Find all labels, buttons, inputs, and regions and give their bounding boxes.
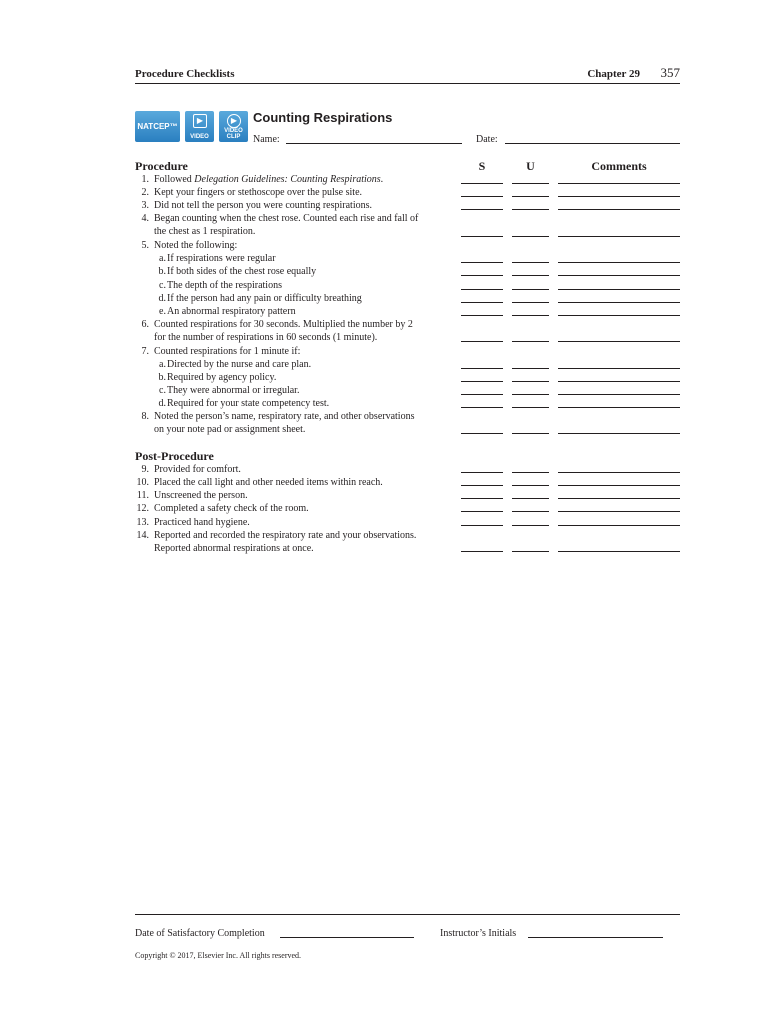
- checklist-subitem: b. Required by agency policy.: [135, 371, 680, 385]
- checklist-subitem: e. An abnormal respiratory pattern: [135, 305, 680, 319]
- u-blank[interactable]: [512, 341, 549, 342]
- play-icon: ▶: [193, 114, 207, 128]
- s-blank[interactable]: [461, 289, 503, 290]
- u-blank[interactable]: [512, 381, 549, 382]
- comments-blank[interactable]: [558, 368, 680, 369]
- u-blank[interactable]: [512, 485, 549, 486]
- checklist-item: 2. Kept your fingers or stethoscope over the pulse site.: [135, 186, 680, 200]
- s-blank[interactable]: [461, 525, 503, 526]
- checklist-item: 14. Reported and recorded the respiratory rate and your observations. Reported abnormal respirations at once.: [135, 529, 680, 556]
- checklist-subitem: a. If respirations were regular: [135, 252, 680, 266]
- comments-blank[interactable]: [558, 551, 680, 552]
- completion-date-label: Date of Satisfactory Completion: [135, 928, 265, 939]
- comments-blank[interactable]: [558, 315, 680, 316]
- column-comments: Comments: [591, 159, 647, 173]
- s-blank[interactable]: [461, 236, 503, 237]
- name-field[interactable]: [286, 143, 462, 144]
- checklist-subitem: d. Required for your state competency test.: [135, 397, 680, 411]
- running-header: [135, 66, 680, 84]
- checklist-item: 3. Did not tell the person you were counting respirations.: [135, 199, 680, 213]
- s-blank[interactable]: [461, 551, 503, 552]
- comments-blank[interactable]: [558, 511, 680, 512]
- date-label: Date:: [476, 134, 498, 145]
- s-blank[interactable]: [461, 472, 503, 473]
- checklist-item: 12. Completed a safety check of the room.: [135, 502, 680, 516]
- checklist-item: 9. Provided for comfort.: [135, 463, 680, 477]
- video-badge: ▶ VIDEO: [185, 111, 214, 142]
- post-procedure-heading: Post-Procedure: [135, 449, 214, 463]
- video-clip-badge: ▶ VIDEO CLIP: [219, 111, 248, 142]
- s-blank[interactable]: [461, 209, 503, 210]
- s-blank[interactable]: [461, 381, 503, 382]
- footer-divider: [135, 914, 680, 915]
- comments-blank[interactable]: [558, 407, 680, 408]
- s-blank[interactable]: [461, 368, 503, 369]
- comments-blank[interactable]: [558, 472, 680, 473]
- checklist-item: 11. Unscreened the person.: [135, 489, 680, 503]
- checklist-item: 4. Began counting when the chest rose. Counted each rise and fall of the chest as 1 respiration.: [135, 212, 680, 239]
- u-blank[interactable]: [512, 433, 549, 434]
- page-number: 357: [660, 65, 680, 80]
- comments-blank[interactable]: [558, 302, 680, 303]
- comments-blank[interactable]: [558, 498, 680, 499]
- checklist-item: 1. Followed Delegation Guidelines: Counting Respirations.: [135, 173, 680, 187]
- s-blank[interactable]: [461, 196, 503, 197]
- u-blank[interactable]: [512, 209, 549, 210]
- date-field[interactable]: [505, 143, 680, 144]
- checklist-item: 10. Placed the call light and other needed items within reach.: [135, 476, 680, 490]
- s-blank[interactable]: [461, 511, 503, 512]
- s-blank[interactable]: [461, 341, 503, 342]
- comments-blank[interactable]: [558, 341, 680, 342]
- comments-blank[interactable]: [558, 381, 680, 382]
- s-blank[interactable]: [461, 394, 503, 395]
- checklist-item: 8. Noted the person’s name, respiratory rate, and other observations on your note pad or assignment sheet.: [135, 410, 680, 437]
- u-blank[interactable]: [512, 236, 549, 237]
- column-u: U: [526, 159, 535, 173]
- u-blank[interactable]: [512, 275, 549, 276]
- procedure-heading: Procedure: [135, 159, 188, 173]
- comments-blank[interactable]: [558, 433, 680, 434]
- natcep-badge: NATCEP™: [135, 111, 180, 142]
- checklist-subitem: c. The depth of the respirations: [135, 279, 680, 293]
- instructor-initials-label: Instructor’s Initials: [440, 928, 517, 939]
- procedure-title: Counting Respirations: [253, 110, 393, 125]
- completion-date-field[interactable]: [280, 937, 414, 938]
- checklist-item: 6. Counted respirations for 30 seconds. Multiplied the number by 2 for the number of respirations in 60 seconds (1 minute).: [135, 318, 680, 345]
- copyright-notice: Copyright © 2017, Elsevier Inc. All rights reserved.: [135, 951, 302, 960]
- comments-blank[interactable]: [558, 525, 680, 526]
- comments-blank[interactable]: [558, 183, 680, 184]
- u-blank[interactable]: [512, 368, 549, 369]
- chapter-label: Chapter 29: [587, 68, 640, 80]
- s-blank[interactable]: [461, 302, 503, 303]
- comments-blank[interactable]: [558, 394, 680, 395]
- checklist-subitem: b. If both sides of the chest rose equally: [135, 265, 680, 279]
- column-s: S: [478, 159, 486, 173]
- u-blank[interactable]: [512, 511, 549, 512]
- comments-blank[interactable]: [558, 236, 680, 237]
- u-blank[interactable]: [512, 498, 549, 499]
- name-label: Name:: [253, 134, 280, 145]
- u-blank[interactable]: [512, 472, 549, 473]
- checklist-subitem: d. If the person had any pain or difficulty breathing: [135, 292, 680, 306]
- comments-blank[interactable]: [558, 262, 680, 263]
- u-blank[interactable]: [512, 315, 549, 316]
- s-blank[interactable]: [461, 183, 503, 184]
- comments-blank[interactable]: [558, 485, 680, 486]
- u-blank[interactable]: [512, 407, 549, 408]
- section-title: Procedure Checklists: [135, 68, 235, 80]
- s-blank[interactable]: [461, 485, 503, 486]
- s-blank[interactable]: [461, 498, 503, 499]
- s-blank[interactable]: [461, 433, 503, 434]
- comments-blank[interactable]: [558, 209, 680, 210]
- checklist-subitem: a. Directed by the nurse and care plan.: [135, 358, 680, 372]
- comments-blank[interactable]: [558, 196, 680, 197]
- u-blank[interactable]: [512, 183, 549, 184]
- s-blank[interactable]: [461, 407, 503, 408]
- checklist-item: 13. Practiced hand hygiene.: [135, 516, 680, 530]
- u-blank[interactable]: [512, 551, 549, 552]
- play-circle-icon: ▶: [227, 114, 241, 128]
- checklist-item: 5. Noted the following:: [141, 240, 238, 251]
- s-blank[interactable]: [461, 315, 503, 316]
- u-blank[interactable]: [512, 196, 549, 197]
- u-blank[interactable]: [512, 525, 549, 526]
- comments-blank[interactable]: [558, 275, 680, 276]
- s-blank[interactable]: [461, 275, 503, 276]
- u-blank[interactable]: [512, 394, 549, 395]
- instructor-initials-field[interactable]: [528, 937, 663, 938]
- u-blank[interactable]: [512, 302, 549, 303]
- s-blank[interactable]: [461, 262, 503, 263]
- u-blank[interactable]: [512, 289, 549, 290]
- checklist-subitem: c. They were abnormal or irregular.: [135, 384, 680, 398]
- checklist-item: 7. Counted respirations for 1 minute if:: [141, 346, 301, 357]
- u-blank[interactable]: [512, 262, 549, 263]
- comments-blank[interactable]: [558, 289, 680, 290]
